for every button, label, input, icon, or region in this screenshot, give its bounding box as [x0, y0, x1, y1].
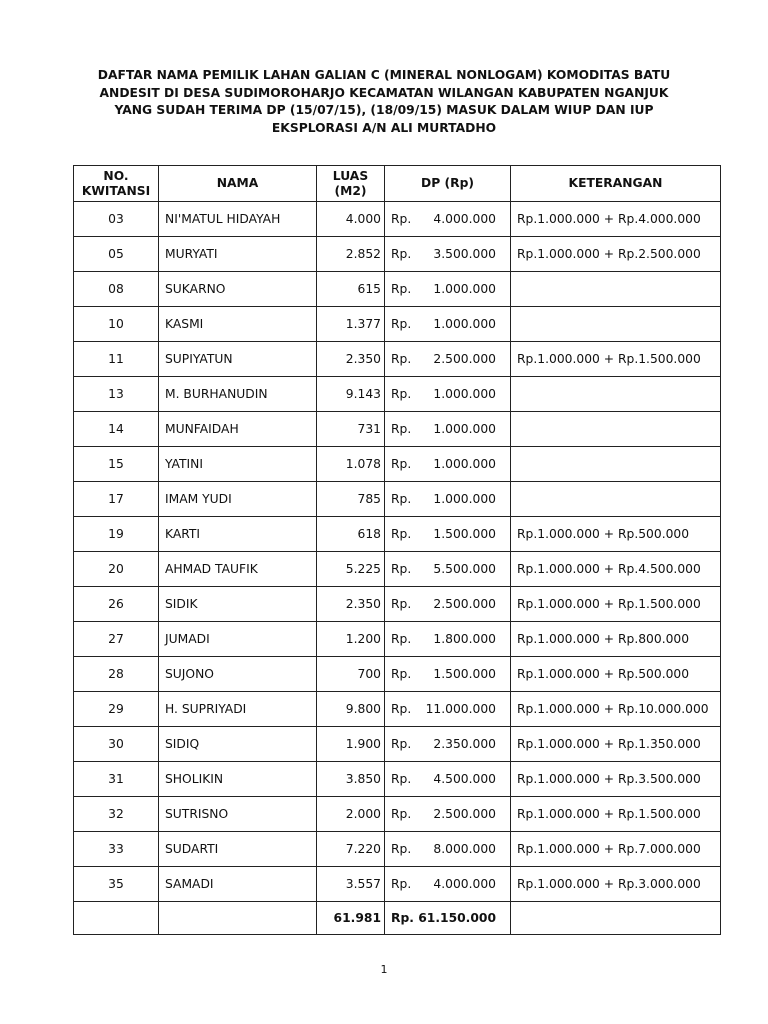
cell-nama: MURYATI [159, 237, 317, 272]
cell-luas: 3.850 [317, 762, 385, 797]
header-no-line2: KWITANSI [81, 183, 151, 198]
table-row [74, 832, 721, 867]
cell-no: 20 [74, 552, 159, 587]
total-ket-cell [511, 902, 721, 935]
table-row [74, 202, 721, 237]
title-line: DAFTAR NAMA PEMILIK LAHAN GALIAN C (MINERAL NONLOGAM) KOMODITAS BATU [97, 68, 671, 82]
table-row [74, 482, 721, 517]
cell-luas: 731 [317, 412, 385, 447]
total-nama-cell [159, 902, 317, 935]
cell-nama: SHOLIKIN [159, 762, 317, 797]
cell-dp-currency: Rp. [391, 247, 412, 261]
cell-dp [385, 447, 511, 482]
cell-no: 13 [74, 377, 159, 412]
cell-dp-currency: Rp. [391, 317, 412, 331]
total-luas: 61.981 [317, 902, 385, 935]
cell-nama: YATINI [159, 447, 317, 482]
cell-luas: 618 [317, 517, 385, 552]
header-dp: DP (Rp) [385, 166, 511, 202]
cell-nama: M. BURHANUDIN [159, 377, 317, 412]
cell-keterangan: Rp.1.000.000 + Rp.10.000.000 [511, 692, 721, 727]
cell-luas: 2.350 [317, 342, 385, 377]
cell-keterangan [511, 482, 721, 517]
cell-keterangan: Rp.1.000.000 + Rp.500.000 [511, 657, 721, 692]
table-body [74, 202, 721, 902]
cell-nama: SUKARNO [159, 272, 317, 307]
cell-no: 27 [74, 622, 159, 657]
table-row [74, 657, 721, 692]
cell-no: 32 [74, 797, 159, 832]
title-line: ANDESIT DI DESA SUDIMOROHARJO KECAMATAN WILANGAN KABUPATEN NGANJUK [99, 85, 669, 100]
cell-nama: IMAM YUDI [159, 482, 317, 517]
cell-dp-currency: Rp. [391, 457, 412, 471]
table-row [74, 552, 721, 587]
cell-nama: NI'MATUL HIDAYAH [159, 202, 317, 237]
cell-no: 10 [74, 307, 159, 342]
cell-luas: 785 [317, 482, 385, 517]
cell-luas: 1.900 [317, 727, 385, 762]
total-no-cell [74, 902, 159, 935]
cell-dp-amount: 2.350.000 [433, 737, 496, 751]
cell-luas: 615 [317, 272, 385, 307]
table-row [74, 447, 721, 482]
cell-luas: 1.078 [317, 447, 385, 482]
table-row [74, 272, 721, 307]
cell-dp [385, 482, 511, 517]
page-number: 1 [380, 963, 388, 976]
cell-luas: 700 [317, 657, 385, 692]
cell-luas: 2.000 [317, 797, 385, 832]
cell-luas: 2.852 [317, 237, 385, 272]
cell-no: 17 [74, 482, 159, 517]
title-line: EKSPLORASI A/N ALI MURTADHO [271, 120, 497, 135]
cell-dp [385, 552, 511, 587]
cell-dp-amount: 4.500.000 [433, 772, 496, 786]
document-title [70, 67, 698, 137]
cell-dp-currency: Rp. [391, 562, 412, 576]
cell-nama: MUNFAIDAH [159, 412, 317, 447]
cell-dp-currency: Rp. [391, 702, 412, 716]
cell-keterangan: Rp.1.000.000 + Rp.7.000.000 [511, 832, 721, 867]
cell-dp [385, 797, 511, 832]
cell-luas: 9.143 [317, 377, 385, 412]
table-row [74, 587, 721, 622]
cell-dp-currency: Rp. [391, 282, 412, 296]
table-row [74, 727, 721, 762]
cell-dp [385, 517, 511, 552]
header-no-line1: NO. [103, 168, 129, 183]
cell-nama: SUPIYATUN [159, 342, 317, 377]
cell-dp-amount: 1.000.000 [433, 492, 496, 506]
cell-keterangan [511, 412, 721, 447]
cell-nama: SUTRISNO [159, 797, 317, 832]
cell-dp-amount: 8.000.000 [433, 842, 496, 856]
cell-dp [385, 307, 511, 342]
cell-nama: SAMADI [159, 867, 317, 902]
cell-dp-amount: 3.500.000 [433, 247, 496, 261]
cell-no: 28 [74, 657, 159, 692]
table-row [74, 342, 721, 377]
cell-dp-currency: Rp. [391, 212, 412, 226]
cell-nama: SIDIQ [159, 727, 317, 762]
cell-dp-currency: Rp. [391, 737, 412, 751]
cell-dp-currency: Rp. [391, 667, 412, 681]
cell-dp-amount: 2.500.000 [433, 597, 496, 611]
cell-keterangan: Rp.1.000.000 + Rp.1.500.000 [511, 587, 721, 622]
cell-keterangan: Rp.1.000.000 + Rp.800.000 [511, 622, 721, 657]
cell-dp [385, 727, 511, 762]
cell-dp-currency: Rp. [391, 842, 412, 856]
cell-dp-currency: Rp. [391, 492, 412, 506]
cell-keterangan: Rp.1.000.000 + Rp.3.000.000 [511, 867, 721, 902]
table-row [74, 797, 721, 832]
header-no-kwitansi [74, 166, 159, 202]
cell-keterangan: Rp.1.000.000 + Rp.1.500.000 [511, 797, 721, 832]
title-line: YANG SUDAH TERIMA DP (15/07/15), (18/09/15) MASUK DALAM WIUP DAN IUP [114, 103, 654, 117]
total-dp-cell [385, 902, 511, 935]
cell-dp-amount: 1.000.000 [433, 387, 496, 401]
cell-dp [385, 202, 511, 237]
cell-dp-amount: 5.500.000 [433, 562, 496, 576]
header-row [74, 166, 721, 202]
cell-dp-currency: Rp. [391, 597, 412, 611]
cell-no: 03 [74, 202, 159, 237]
cell-dp-currency: Rp. [391, 877, 412, 891]
cell-luas: 2.350 [317, 587, 385, 622]
total-dp: Rp. 61.150.000 [391, 911, 497, 925]
table-row [74, 762, 721, 797]
cell-nama: SIDIK [159, 587, 317, 622]
table-row [74, 237, 721, 272]
cell-nama: KARTI [159, 517, 317, 552]
cell-dp [385, 342, 511, 377]
cell-dp-currency: Rp. [391, 527, 412, 541]
cell-dp-amount: 2.500.000 [433, 807, 496, 821]
cell-luas: 3.557 [317, 867, 385, 902]
table-row [74, 622, 721, 657]
cell-no: 33 [74, 832, 159, 867]
cell-dp-currency: Rp. [391, 352, 412, 366]
cell-keterangan [511, 377, 721, 412]
header-luas [317, 166, 385, 202]
cell-dp-amount: 1.000.000 [433, 457, 496, 471]
cell-keterangan: Rp.1.000.000 + Rp.500.000 [511, 517, 721, 552]
cell-dp [385, 377, 511, 412]
table-row [74, 377, 721, 412]
cell-keterangan: Rp.1.000.000 + Rp.3.500.000 [511, 762, 721, 797]
cell-dp-amount: 1.000.000 [433, 282, 496, 296]
cell-dp-currency: Rp. [391, 632, 412, 646]
cell-luas: 1.200 [317, 622, 385, 657]
cell-dp-amount: 4.000.000 [433, 212, 496, 226]
cell-nama: JUMADI [159, 622, 317, 657]
cell-dp-currency: Rp. [391, 772, 412, 786]
header-nama: NAMA [159, 166, 317, 202]
cell-dp [385, 587, 511, 622]
cell-keterangan: Rp.1.000.000 + Rp.1.350.000 [511, 727, 721, 762]
cell-dp-amount: 1.000.000 [433, 317, 496, 331]
cell-no: 05 [74, 237, 159, 272]
cell-dp-amount: 2.500.000 [433, 352, 496, 366]
landowner-table [73, 165, 721, 935]
cell-dp [385, 622, 511, 657]
cell-dp [385, 832, 511, 867]
cell-nama: AHMAD TAUFIK [159, 552, 317, 587]
cell-dp-amount: 1.000.000 [433, 422, 496, 436]
cell-dp [385, 762, 511, 797]
cell-keterangan: Rp.1.000.000 + Rp.1.500.000 [511, 342, 721, 377]
cell-luas: 7.220 [317, 832, 385, 867]
cell-keterangan: Rp.1.000.000 + Rp.4.000.000 [511, 202, 721, 237]
cell-luas: 4.000 [317, 202, 385, 237]
cell-dp-amount: 11.000.000 [425, 702, 496, 716]
cell-no: 15 [74, 447, 159, 482]
cell-dp [385, 867, 511, 902]
table-row [74, 412, 721, 447]
cell-luas: 9.800 [317, 692, 385, 727]
cell-luas: 5.225 [317, 552, 385, 587]
cell-no: 31 [74, 762, 159, 797]
cell-nama: SUDARTI [159, 832, 317, 867]
cell-no: 08 [74, 272, 159, 307]
cell-nama: SUJONO [159, 657, 317, 692]
cell-luas: 1.377 [317, 307, 385, 342]
cell-no: 26 [74, 587, 159, 622]
cell-dp-currency: Rp. [391, 387, 412, 401]
cell-no: 14 [74, 412, 159, 447]
cell-dp [385, 657, 511, 692]
table-row [74, 517, 721, 552]
header-luas-line2: (M2) [334, 183, 367, 198]
cell-dp [385, 692, 511, 727]
cell-no: 30 [74, 727, 159, 762]
cell-no: 35 [74, 867, 159, 902]
header-keterangan: KETERANGAN [511, 166, 721, 202]
cell-dp-amount: 1.500.000 [433, 667, 496, 681]
cell-keterangan: Rp.1.000.000 + Rp.4.500.000 [511, 552, 721, 587]
cell-dp [385, 237, 511, 272]
cell-dp-amount: 1.800.000 [433, 632, 496, 646]
cell-keterangan [511, 447, 721, 482]
cell-no: 19 [74, 517, 159, 552]
cell-nama: KASMI [159, 307, 317, 342]
cell-dp-amount: 1.500.000 [433, 527, 496, 541]
header-luas-line1: LUAS [332, 168, 369, 183]
cell-dp [385, 412, 511, 447]
cell-keterangan: Rp.1.000.000 + Rp.2.500.000 [511, 237, 721, 272]
cell-dp-currency: Rp. [391, 422, 412, 436]
cell-no: 29 [74, 692, 159, 727]
cell-keterangan [511, 307, 721, 342]
cell-nama: H. SUPRIYADI [159, 692, 317, 727]
cell-dp-amount: 4.000.000 [433, 877, 496, 891]
cell-dp [385, 272, 511, 307]
cell-no: 11 [74, 342, 159, 377]
cell-dp-currency: Rp. [391, 807, 412, 821]
total-row [74, 902, 721, 935]
table-row [74, 307, 721, 342]
table-row [74, 692, 721, 727]
table-row [74, 867, 721, 902]
cell-keterangan [511, 272, 721, 307]
